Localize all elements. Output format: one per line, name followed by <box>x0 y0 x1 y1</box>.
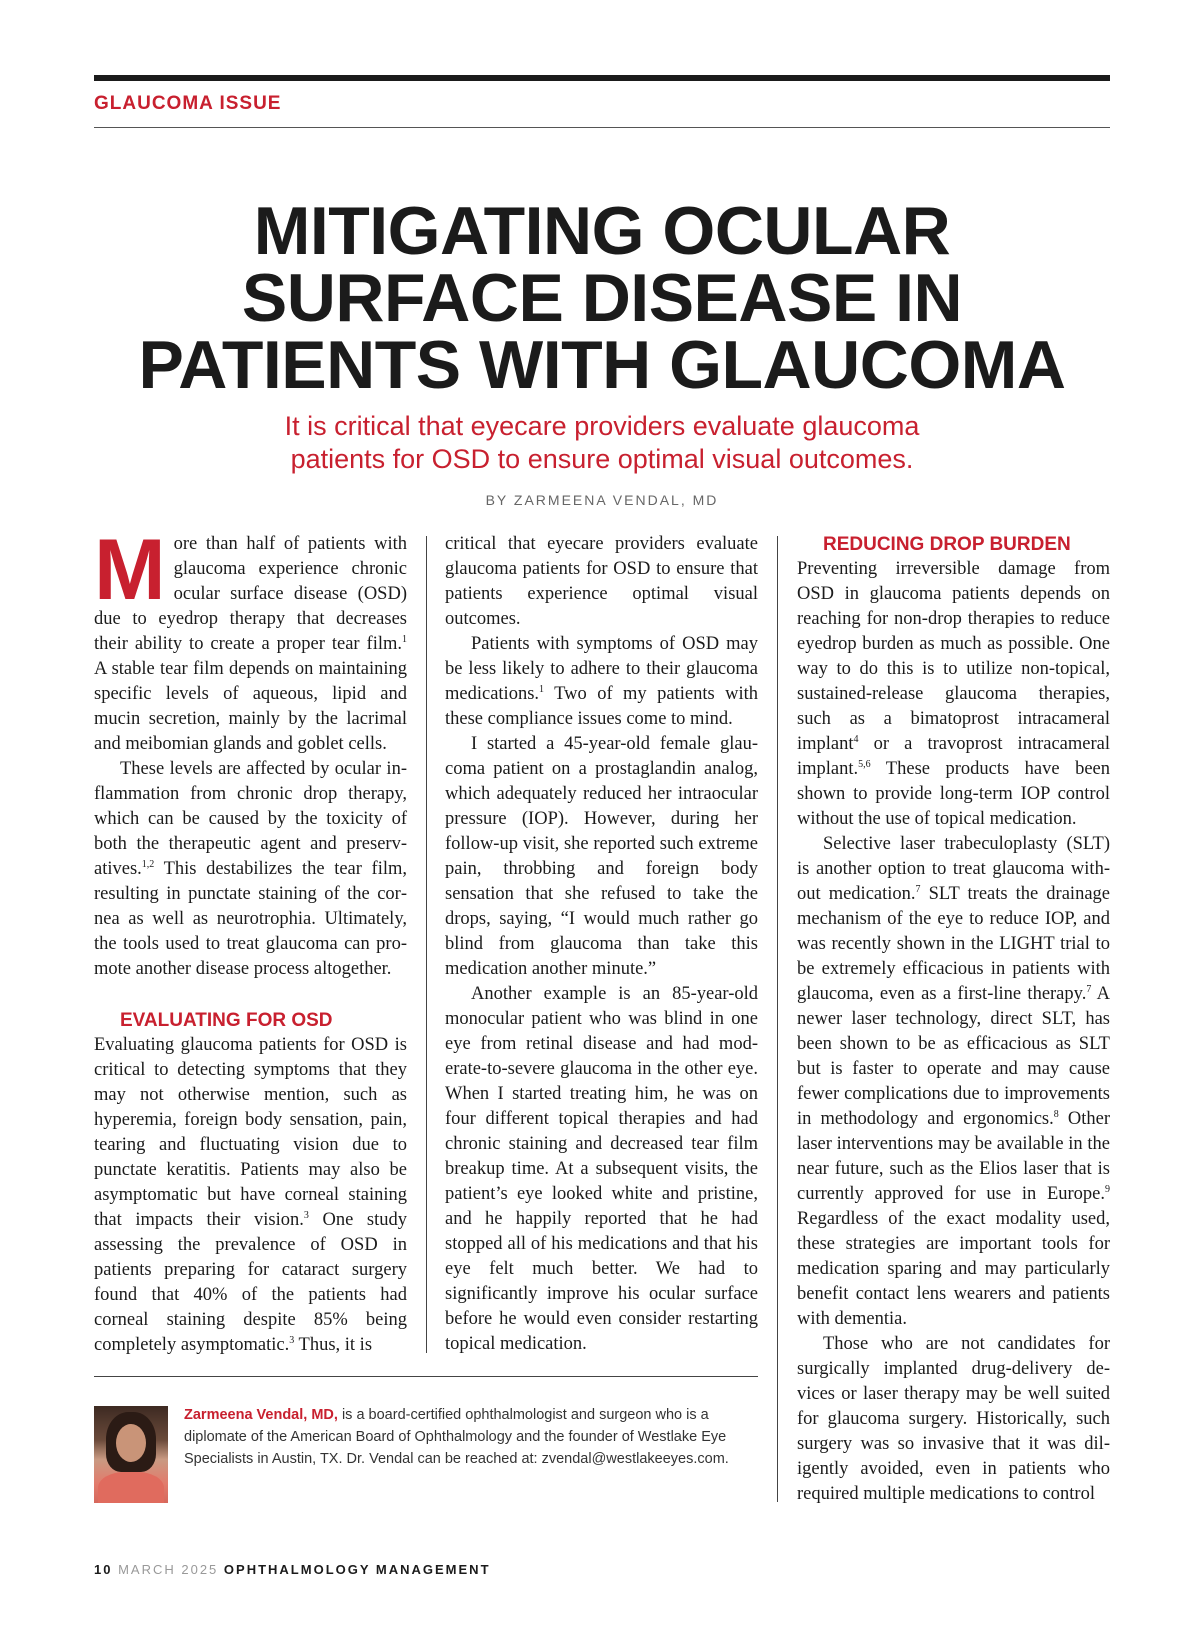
bio-text: is a board-certified ophthalmologist and surgeon who is a diplomate of the American Board of Ophthalmology and the founder of Westlake Eye Specialists in Austin, TX. Dr. Vendal can be reached at: zvendal@westlakeeyes.com. <box>184 1407 729 1467</box>
article-headline <box>94 193 1110 403</box>
headline-line: MITIGATING OCULAR <box>253 193 951 269</box>
section-label: GLAUCOMA ISSUE <box>94 93 282 114</box>
paragraph-text: Two of my patients with these compliance issues come to mind. <box>445 684 758 729</box>
byline: BY ZARMEENA VENDAL, MD <box>485 492 719 508</box>
author-photo <box>94 1406 168 1503</box>
citation: 7 <box>1086 983 1092 995</box>
paragraph-text: This destabilizes the tear film, resulting in punctate staining of the cornea as well as neurotrophia. Ultimately, the tools used to treat glaucoma can promote another disease process altogether. <box>94 859 407 979</box>
body-paragraph: Those who are not candidates for surgically implanted drug-delivery devices or laser therapy may be well suited for glaucoma surgery. Historically, such surgery was so invasive that it was diligently avoided, even in patients who required multiple medications to control <box>797 1334 1110 1504</box>
paragraph-text: Selective laser trabeculoplasty (SLT) is another option to treat glaucoma without medication. <box>797 834 1110 904</box>
citation: 3 <box>289 1334 295 1346</box>
article-column-2 <box>445 532 758 1357</box>
deck-line: It is critical that eyecare providers evaluate glaucoma <box>284 411 920 441</box>
body-paragraph <box>94 522 407 757</box>
citation: 1,2 <box>141 858 155 870</box>
article-column-3 <box>797 532 1110 1507</box>
paragraph-text: Preventing irreversible damage from OSD in glaucoma patients depends on reaching for non-drop therapies to reduce eyedrop burden as much as possible. One way to do this is to utilize non-topical, sustained-release glaucoma therapies, such as a bimatoprost intracameral implant <box>797 559 1110 754</box>
citation: 1 <box>539 683 545 695</box>
paragraph-text: Other laser interventions may be available in the near future, such as the Elios laser that is currently approved for use in Europe. <box>797 1109 1110 1204</box>
paragraph-text: SLT treats the drainage mechanism of the eye to reduce IOP, and was recently shown in the LIGHT trial to be extremely efficacious in patients with glaucoma, even as a first-line therapy. <box>797 884 1110 1004</box>
body-paragraph <box>445 632 758 732</box>
body-paragraph: Another example is an 85-year-old monocular patient who was blind in one eye from retinal disease and had moderate-to-severe glaucoma in the other eye. When I started treating him, he was on four different topical therapies and had chronic staining and decreased tear film breakup time. At a subsequent visits, the patient’s eye looked white and pristine, and he happily reported that he had stopped all of his medications and that his eye felt much better. We had to significantly improve his ocular surface before he would even consider restarting topical medication. <box>445 984 758 1354</box>
citation: 1 <box>402 633 407 645</box>
paragraph-text: A newer laser technology, direct SLT, has been shown to be as efficacious as SLT but is faster to operate and may cause fewer complications due to improvements in methodology and ergonomics. <box>797 984 1110 1129</box>
deck-line: patients for OSD to ensure optimal visual outcomes. <box>290 444 914 474</box>
magazine-name: OPHTHALMOLOGY MANAGEMENT <box>223 1562 491 1577</box>
body-paragraph <box>94 1033 407 1358</box>
paragraph-text: These levels are affected by ocular inflammation from chronic drop therapy, which can be caused by the toxicity of both the therapeutic agent and preservatives. <box>94 759 407 879</box>
paragraph-text: ore than half of patients with glaucoma experience chronic ocular surface disease (OSD) due to eyedrop therapy that decreases their ability to create a proper tear film. <box>94 534 407 654</box>
citation: 7 <box>915 883 921 895</box>
headline-line: PATIENTS WITH GLAUCOMA <box>138 327 1066 403</box>
body-paragraph <box>797 557 1110 832</box>
body-paragraph <box>94 757 407 982</box>
citation: 8 <box>1053 1108 1059 1120</box>
column-divider <box>426 536 427 1353</box>
citation: 5,6 <box>858 758 871 770</box>
headline-line: SURFACE DISEASE IN <box>241 260 963 336</box>
article-deck <box>94 410 1110 476</box>
paragraph-text: Patients with symptoms of OSD may be less likely to adhere to their glaucoma medications. <box>445 634 758 704</box>
page-number: 10 <box>94 1562 113 1577</box>
paragraph-text: A stable tear film depends on maintaining specific levels of aqueous, lipid and mucin secretion, mainly by the lacrimal and meibomian glands and goblet cells. <box>94 659 407 754</box>
citation: 3 <box>303 1209 309 1221</box>
body-paragraph <box>797 832 1110 1332</box>
drop-cap: M <box>94 522 166 618</box>
paragraph-text: These products have been shown to provide long-term IOP control without the use of topical medication. <box>797 759 1110 829</box>
paragraph-text: or a travoprost intracameral implant. <box>797 734 1110 779</box>
bio-divider <box>94 1376 758 1377</box>
page-footer <box>94 1562 491 1577</box>
citation: 9 <box>1105 1183 1110 1195</box>
paragraph-text: Regardless of the exact modality used, these strategies are important tools for medication sparing and may particularly benefit contact lens wearers and patients with dementia. <box>797 1209 1110 1329</box>
issue-date: MARCH 2025 <box>118 1562 219 1577</box>
author-bio <box>184 1404 754 1470</box>
subhead-reducing: REDUCING DROP BURDEN <box>823 534 1071 555</box>
column-divider <box>777 536 778 1502</box>
paragraph-text: Evaluating glaucoma patients for OSD is critical to detecting symptoms that they may not otherwise mention, such as hyperemia, foreign body sensation, pain, tearing and fluctuating vision due to punctate keratitis. Patients may also be asymptomatic but have corneal staining that impacts their vision. <box>94 1035 407 1230</box>
body-paragraph: critical that eyecare providers evaluate glaucoma patients for OSD to ensure that patients experience optimal visual outcomes. <box>445 534 758 629</box>
body-paragraph: I started a 45-year-old female glaucoma patient on a prostaglandin analog, which adequately reduced her intraocular pressure (IOP). However, during her follow-up visit, she reported such extreme pain, throbbing and foreign body sensation that she refused to take the drops, saying, “I would much rather go blind from glaucoma than take this medication another minute.” <box>445 734 758 979</box>
article-column-1 <box>94 522 407 1358</box>
top-rule <box>94 75 1110 81</box>
paragraph-text: Thus, it is <box>294 1335 373 1355</box>
author-name: Zarmeena Vendal, MD, <box>184 1407 338 1423</box>
paragraph-text: One study assessing the prevalence of OSD in patients preparing for cataract surgery found that 40% of the patients had corneal staining despite 85% being completely asymptomatic. <box>94 1210 407 1355</box>
subhead-evaluating: EVALUATING FOR OSD <box>120 1010 333 1031</box>
section-rule <box>94 127 1110 128</box>
citation: 4 <box>853 733 859 745</box>
